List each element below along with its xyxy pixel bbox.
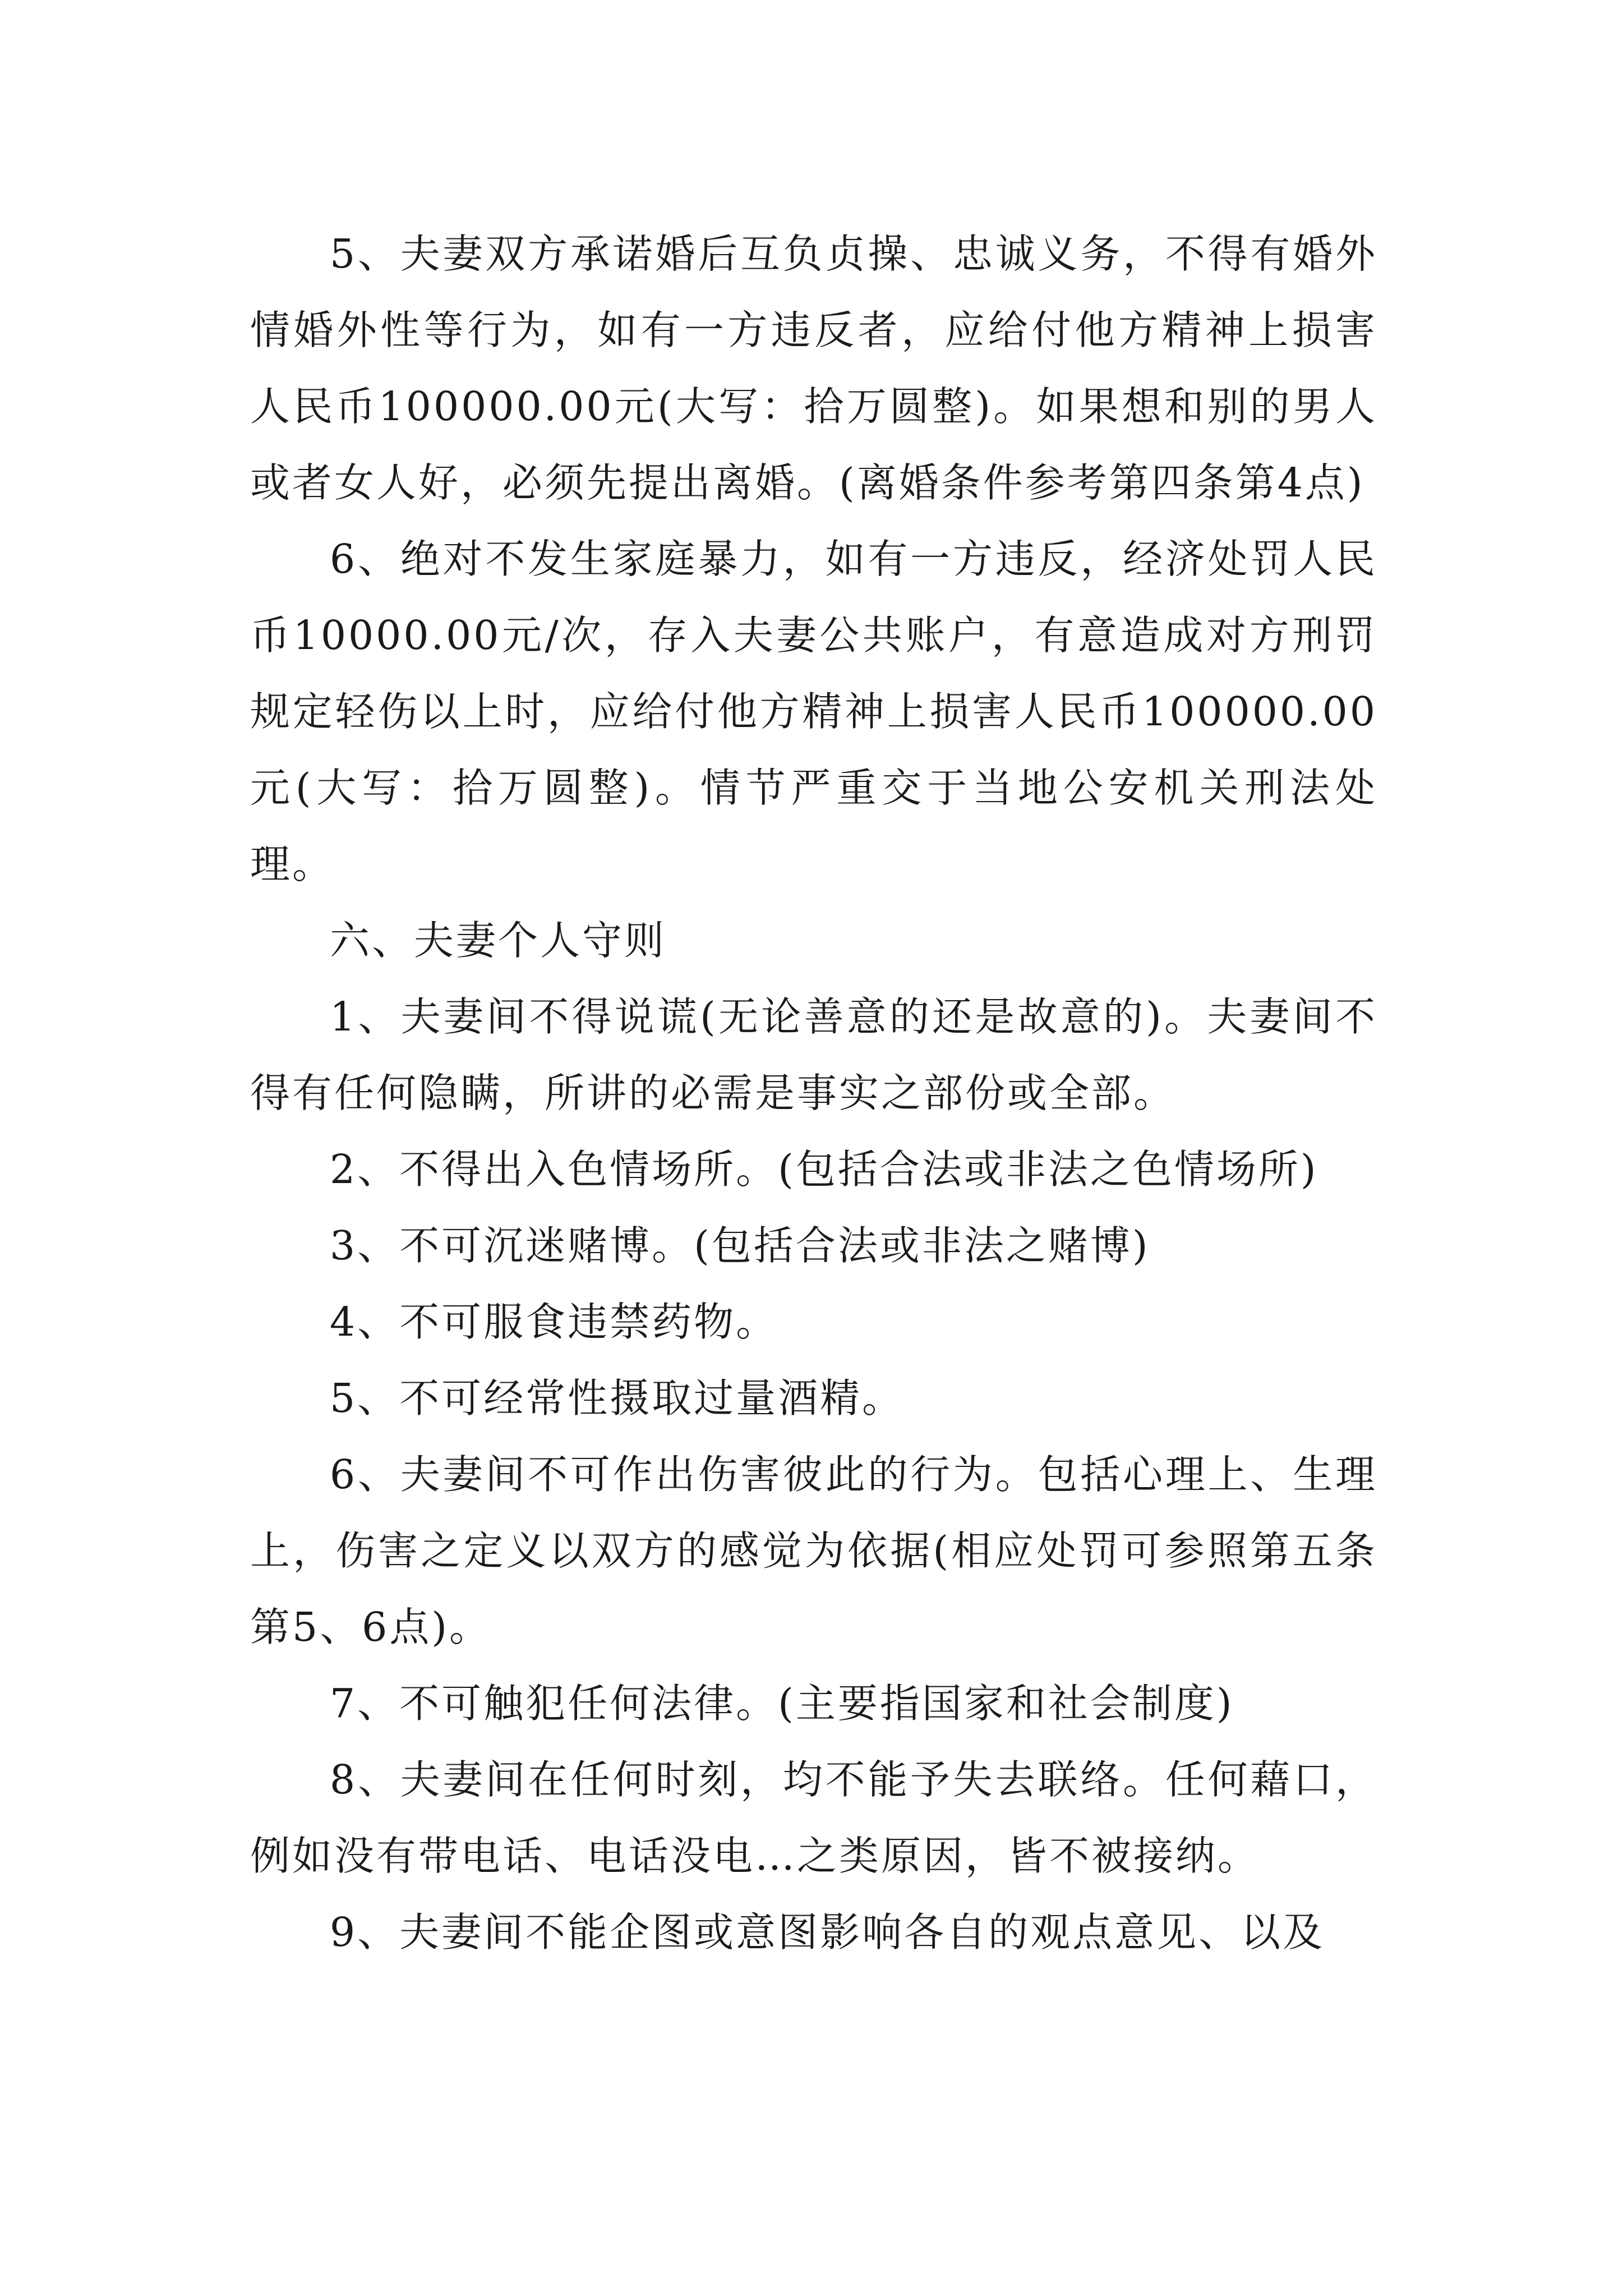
rule-7-obey-law: 7、不可触犯任何法律。(主要指国家和社会制度) (330, 1680, 1234, 1727)
rule-4-no-drugs: 4、不可服食违禁药物。 (330, 1299, 778, 1345)
rule-1-no-lying: 1、夫妻间不得说谎(无论善意的还是故意的)。夫妻间不得有任何隐瞒，所讲的必需是事实之部份或全部。 (250, 993, 1377, 1116)
section-heading-personal-rules: 六、夫妻个人守则 (330, 917, 667, 964)
rule-3-no-gambling: 3、不可沉迷赌博。(包括合法或非法之赌博) (330, 1222, 1150, 1269)
paragraph-5-fidelity: 5、夫妻双方承诺婚后互负贞操、忠诚义务，不得有婚外情婚外性等行为，如有一方违反者，应给付他方精神上损害人民币100000.00元(大写：拾万圆整)。如果想和别的男人或者女人好，必须先提出离婚。(离婚条件参考第四条第4点) (250, 231, 1377, 506)
rule-5-no-excess-alcohol: 5、不可经常性摄取过量酒精。 (330, 1375, 905, 1421)
rule-9-opinions: 9、夫妻间不能企图或意图影响各自的观点意见、以及 (330, 1909, 1325, 1955)
paragraph-6-domestic-violence: 6、绝对不发生家庭暴力，如有一方违反，经济处罚人民币10000.00元/次，存入夫妻公共账户，有意造成对方刑罚规定轻伤以上时，应给付他方精神上损害人民币100000.00元(大写：拾万圆整)。情节严重交于当地公安机关刑法处理。 (250, 536, 1377, 887)
rule-6-no-harm: 6、夫妻间不可作出伤害彼此的行为。包括心理上、生理上，伤害之定义以双方的感觉为依据(相应处罚可参照第五条第5、6点)。 (250, 1451, 1377, 1650)
document-body (250, 216, 1377, 1971)
rule-2-no-adult-venues: 2、不得出入色情场所。(包括合法或非法之色情场所) (330, 1146, 1318, 1193)
rule-8-stay-in-contact: 8、夫妻间在任何时刻，均不能予失去联络。任何藉口，例如没有带电话、电话没电…之类原因，皆不被接纳。 (250, 1756, 1377, 1879)
